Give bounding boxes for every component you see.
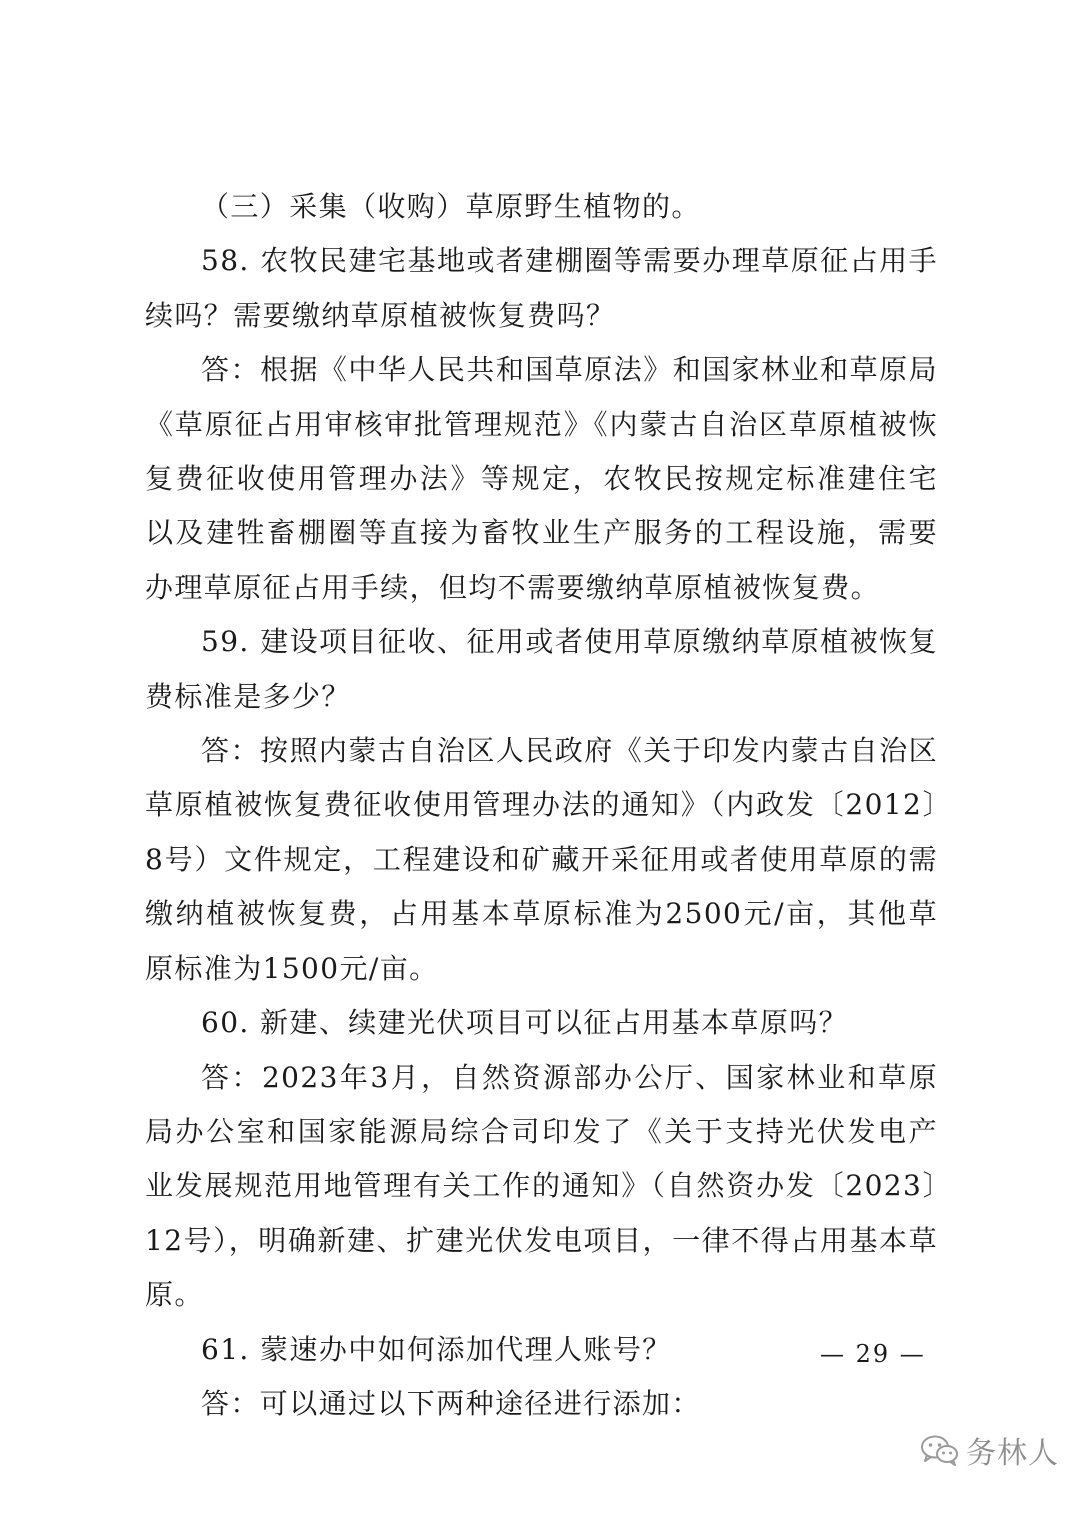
question-61: 61. 蒙速办中如何添加代理人账号？ [201, 1332, 672, 1366]
answer-59: 答：按照内蒙古自治区人民政府《关于印发内蒙古自治区草原植被恢复费征收使用管理办法的通知》（内政发〔2012〕8号）文件规定，工程建设和矿藏开采征用或者使用草原的需缴纳植被恢复费，占用基本草原标准为2500元/亩，其他草原标准为1500元/亩。 [145, 734, 938, 985]
paragraph-item-3: （三）采集（收购）草原野生植物的。 [201, 190, 701, 223]
question-58: 58. 农牧民建宅基地或者建棚圈等需要办理草原征占用手续吗？需要缴纳草原植被恢复费吗？ [145, 244, 938, 332]
question-60: 60. 新建、续建光伏项目可以征占用基本草原吗？ [201, 1006, 849, 1040]
question-59: 59. 建设项目征收、征用或者使用草原缴纳草原植被恢复费标准是多少？ [145, 625, 938, 713]
document-body [145, 180, 938, 1431]
answer-61: 答：可以通过以下两种途径进行添加： [201, 1386, 701, 1420]
wechat-icon [920, 1434, 960, 1466]
answer-58: 答：根据《中华人民共和国草原法》和国家林业和草原局《草原征占用审核审批管理规范》《内蒙古自治区草原植被恢复费征收使用管理办法》等规定，农牧民按规定标准建住宅以及建牲畜棚圈等直接为畜牧业生产服务的工程设施，需要办理草原征占用手续，但均不需要缴纳草原植被恢复费。 [145, 353, 938, 604]
watermark [920, 1428, 1059, 1472]
page-number: — 29 — [820, 1340, 926, 1368]
answer-60: 答：2023年3月，自然资源部办公厅、国家林业和草原局办公室和国家能源局综合司印发了《关于支持光伏发电产业发展规范用地管理有关工作的通知》（自然资办发〔2023〕12号），明确新建、扩建光伏发电项目，一律不得占用基本草原。 [145, 1060, 938, 1312]
watermark-text: 务林人 [966, 1436, 1059, 1471]
